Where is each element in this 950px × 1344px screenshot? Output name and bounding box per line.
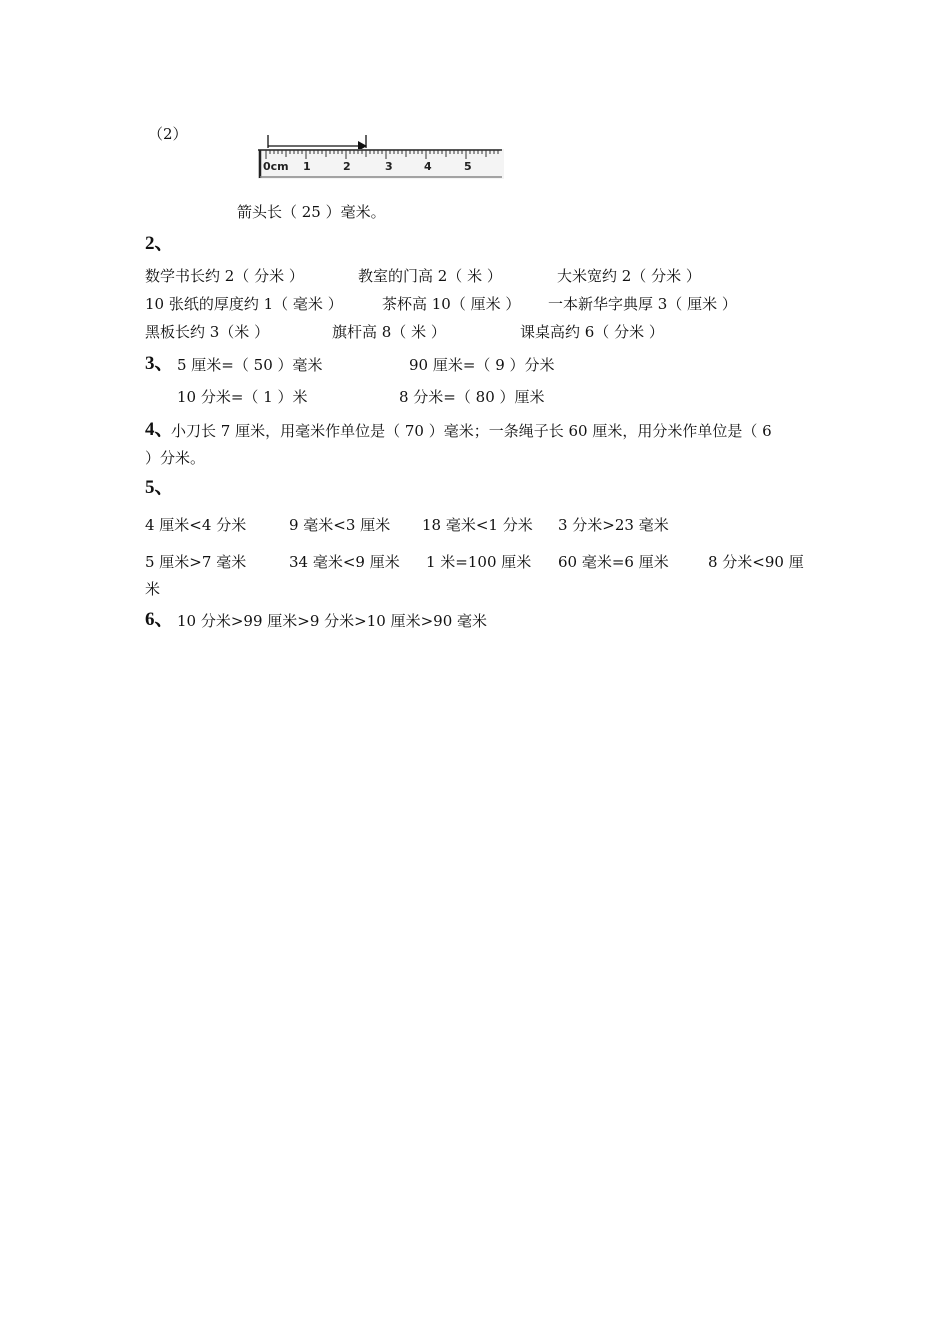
q2-item: 数学书长约 2（ 分米 ） bbox=[145, 267, 304, 285]
q2-item: 大米宽约 2（ 分米 ） bbox=[557, 267, 701, 285]
ruler-label-0: 0cm bbox=[263, 160, 289, 173]
q2-item: 茶杯高 10（ 厘米 ） bbox=[382, 295, 521, 313]
q5-comparison: 34 毫米<9 厘米 bbox=[289, 553, 400, 571]
sub-question-label: （2） bbox=[148, 125, 188, 143]
q3-item: 5 厘米=（ 50 ）毫米 bbox=[177, 356, 323, 374]
q3-item: 90 厘米=（ 9 ）分米 bbox=[409, 356, 555, 374]
q4-text-line-2: ）分米。 bbox=[145, 449, 206, 467]
q3-item: 8 分米=（ 80 ）厘米 bbox=[399, 388, 545, 406]
q6-ordering: 10 分米>99 厘米>9 分米>10 厘米>90 毫米 bbox=[177, 612, 488, 630]
q5-comparison: 3 分米>23 毫米 bbox=[558, 516, 669, 534]
q5-comparison-wrap: 米 bbox=[145, 580, 161, 598]
q5-comparison: 8 分米<90 厘 bbox=[708, 553, 804, 571]
question-number-6: 6、 bbox=[145, 609, 174, 630]
q2-item: 旗杆高 8（ 米 ） bbox=[332, 323, 446, 341]
ruler-label-1: 1 bbox=[303, 160, 311, 173]
q5-comparison: 1 米=100 厘米 bbox=[426, 553, 532, 571]
q5-comparison: 60 毫米=6 厘米 bbox=[558, 553, 669, 571]
q5-comparison: 4 厘米<4 分米 bbox=[145, 516, 247, 534]
ruler-label-5: 5 bbox=[464, 160, 472, 173]
ruler-label-4: 4 bbox=[424, 160, 432, 173]
question-number-4: 4、 bbox=[145, 419, 174, 440]
q3-item: 10 分米=（ 1 ）米 bbox=[177, 388, 308, 406]
q2-item: 课桌高约 6（ 分米 ） bbox=[520, 323, 664, 341]
ruler-label-3: 3 bbox=[385, 160, 393, 173]
question-number-3: 3、 bbox=[145, 353, 174, 374]
q2-item: 教室的门高 2（ 米 ） bbox=[358, 267, 502, 285]
question-number-2: 2、 bbox=[145, 233, 174, 254]
arrow-length-answer: 箭头长（ 25 ）毫米。 bbox=[237, 203, 386, 221]
ruler-figure bbox=[258, 130, 504, 182]
q4-text-line-1: 小刀长 7 厘米，用毫米作单位是（ 70 ）毫米；一条绳子长 60 厘米，用分米作单位是（ 6 bbox=[171, 422, 772, 440]
q2-item: 黑板长约 3（米 ） bbox=[145, 323, 270, 341]
q5-comparison: 5 厘米>7 毫米 bbox=[145, 553, 247, 571]
q5-comparison: 9 毫米<3 厘米 bbox=[289, 516, 391, 534]
question-number-5: 5、 bbox=[145, 477, 174, 498]
ruler-label-2: 2 bbox=[343, 160, 351, 173]
q5-comparison: 18 毫米<1 分米 bbox=[422, 516, 533, 534]
q2-item: 一本新华字典厚 3（ 厘米 ） bbox=[548, 295, 737, 313]
q2-item: 10 张纸的厚度约 1（ 毫米 ） bbox=[145, 295, 343, 313]
